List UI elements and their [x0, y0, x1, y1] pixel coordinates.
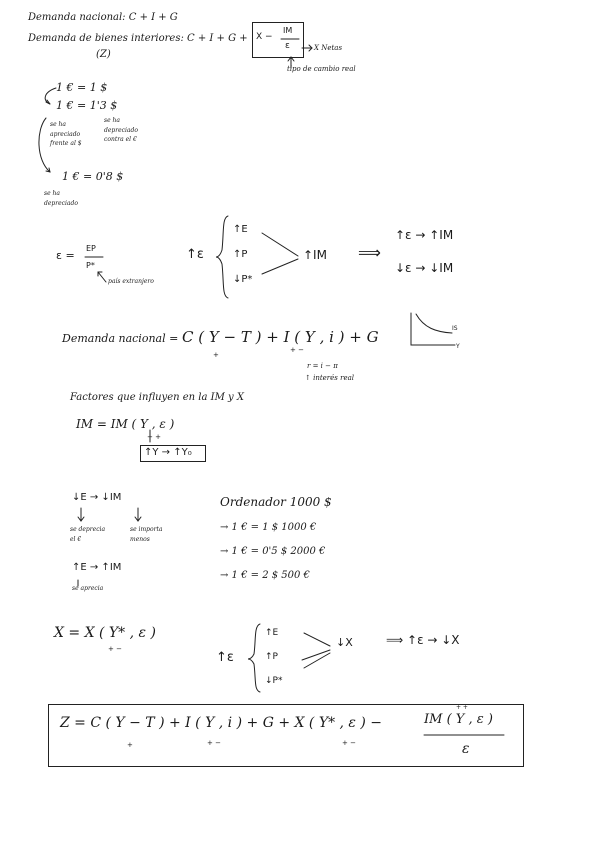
im-signs: + +: [147, 433, 161, 441]
up-e: ↑E: [233, 224, 248, 235]
r-note: ↑ interés real: [305, 374, 354, 382]
up-e-im: ↑E → ↑IM: [72, 562, 122, 573]
pais-arrow: [98, 272, 106, 282]
final-sign-c: +: [127, 741, 133, 749]
rate-equal: 1 € = 1 $: [56, 81, 108, 94]
x-equation: X = X ( Y* , ε ): [54, 625, 156, 641]
x-signs: + −: [108, 645, 122, 653]
r-equation: r = i − π: [307, 362, 338, 370]
epsilon-denominator: P*: [86, 261, 95, 270]
note-apreciado: se ha apreciado frente al $: [50, 121, 82, 148]
demanda-bienes-interiores: Demanda de bienes interiores: C + I + G +: [28, 33, 248, 44]
se-deprecia-note: se deprecia el €: [70, 526, 106, 544]
brace-x: [248, 624, 260, 692]
ordenador-case-3: → 1 € = 2 $ 500 €: [220, 570, 310, 581]
dn-label: Demanda nacional =: [62, 332, 179, 345]
epsilon-def: ε =: [56, 249, 75, 262]
x-up-e: ↑E: [265, 628, 279, 638]
implies-arrow: ⟹: [358, 243, 381, 262]
demanda-nacional-header: Demanda nacional: C + I + G: [28, 12, 178, 23]
im-equation: IM = IM ( Y , ε ): [76, 417, 175, 431]
box-im: IM: [283, 26, 293, 35]
epsilon-numerator: EP: [86, 244, 96, 253]
ordenador-case-2: → 1 € = 0'5 $ 2000 €: [220, 546, 326, 557]
x-netas-label: X Netas: [314, 44, 343, 52]
box-x-minus: X −: [256, 32, 273, 42]
curved-arrow-bottom: [39, 118, 50, 172]
x-up-epsilon: ↑ε: [216, 650, 234, 665]
se-importa-note: se importa menos: [130, 526, 163, 544]
x-result: ⟹ ↑ε → ↓X: [386, 633, 460, 647]
dn-signs-i: + −: [290, 346, 304, 354]
up-p: ↑P: [233, 249, 248, 260]
final-signs-x: + −: [342, 739, 356, 747]
final-signs-i: + −: [207, 739, 221, 747]
im-box-text: ↑Y → ↑Y₀: [144, 447, 192, 458]
final-epsilon-denominator: ε: [462, 741, 470, 757]
ordenador-title: Ordenador 1000 $: [220, 495, 332, 509]
se-aprecia-note: se aprecia: [72, 585, 104, 592]
result-up: ↑ε → ↑IM: [395, 228, 454, 242]
up-epsilon: ↑ε: [186, 247, 204, 262]
final-equation-lhs: Z = C ( Y − T ) + I ( Y , i ) + G + X ( Y* , ε ) −: [60, 715, 383, 731]
dn-formula: C ( Y − T ) + I ( Y , i ) + G: [182, 328, 379, 346]
rate-appreciated: 1 € = 1'3 $: [56, 99, 118, 112]
rate-depreciated: 1 € = 0'8 $: [62, 170, 124, 183]
pais-extranjero-label: país extranjero: [108, 278, 154, 285]
z-label: (Z): [96, 49, 111, 60]
ordenador-case-1: → 1 € = 1 $ 1000 €: [220, 522, 317, 533]
final-im-numerator: IM ( Y , ε ): [424, 712, 493, 727]
down-e-im: ↓E → ↓IM: [72, 492, 122, 503]
box-epsilon: ε: [285, 41, 290, 51]
x-down-pstar: ↓P*: [265, 676, 283, 686]
graph-is-label: IS: [452, 325, 458, 332]
x-up-p: ↑P: [265, 652, 278, 662]
final-im-signs: + +: [456, 704, 468, 711]
result-down: ↓ε → ↓IM: [395, 261, 454, 275]
graph-y-label: Y: [456, 343, 460, 350]
tipo-cambio-label: tipo de cambio real: [287, 65, 356, 73]
note-depreciado: se ha depreciado: [44, 190, 78, 207]
brace-main: [216, 216, 228, 298]
down-pstar: ↓P*: [233, 274, 253, 285]
curved-arrow-top: [45, 88, 56, 104]
graph-curve: [416, 314, 452, 333]
up-im: ↑IM: [303, 248, 327, 262]
note-depreciado-euro: se ha depreciado contra el €: [104, 117, 138, 144]
x-down-x: ↓X: [336, 636, 353, 649]
dn-sign-c: +: [213, 351, 219, 359]
factores-title: Factores que influyen en la IM y X: [70, 392, 244, 403]
